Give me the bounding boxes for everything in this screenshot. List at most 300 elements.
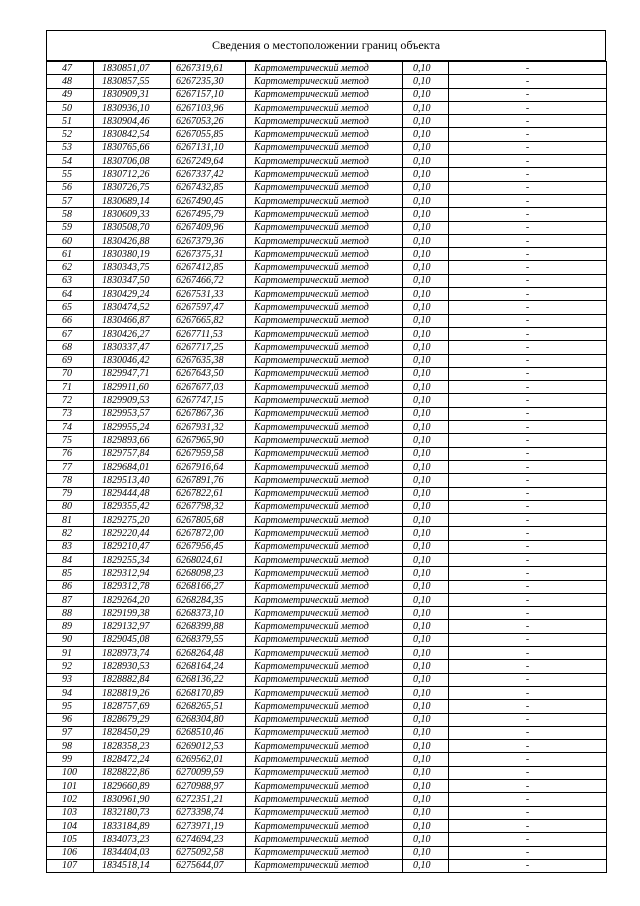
table-row — [47, 181, 607, 194]
coord-x-cell: 1829045,08 — [94, 633, 171, 646]
method-cell: Картометрический метод — [246, 819, 403, 832]
point-number-cell: 100 — [47, 766, 94, 779]
coord-x-cell: 1829757,84 — [94, 447, 171, 460]
method-cell: Картометрический метод — [246, 208, 403, 221]
method-cell: Картометрический метод — [246, 806, 403, 819]
description-cell: - — [449, 88, 607, 101]
method-cell: Картометрический метод — [246, 593, 403, 606]
table-body — [47, 62, 607, 873]
accuracy-cell: 0,10 — [403, 381, 449, 394]
coord-y-cell: 6267747,15 — [171, 394, 246, 407]
point-number-cell: 53 — [47, 141, 94, 154]
description-cell: - — [449, 859, 607, 872]
accuracy-cell: 0,10 — [403, 327, 449, 340]
accuracy-cell: 0,10 — [403, 540, 449, 553]
coord-x-cell: 1830609,33 — [94, 208, 171, 221]
table-row — [47, 75, 607, 88]
coord-y-cell: 6267916,64 — [171, 460, 246, 473]
point-number-cell: 74 — [47, 421, 94, 434]
coord-x-cell: 1829255,34 — [94, 553, 171, 566]
point-number-cell: 85 — [47, 567, 94, 580]
point-number-cell: 104 — [47, 819, 94, 832]
point-number-cell: 88 — [47, 607, 94, 620]
coord-x-cell: 1830961,90 — [94, 793, 171, 806]
description-cell: - — [449, 75, 607, 88]
accuracy-cell: 0,10 — [403, 314, 449, 327]
table-row — [47, 686, 607, 699]
method-cell: Картометрический метод — [246, 487, 403, 500]
coord-x-cell: 1830466,87 — [94, 314, 171, 327]
point-number-cell: 78 — [47, 474, 94, 487]
accuracy-cell: 0,10 — [403, 819, 449, 832]
description-cell: - — [449, 168, 607, 181]
accuracy-cell: 0,10 — [403, 341, 449, 354]
description-cell: - — [449, 540, 607, 553]
accuracy-cell: 0,10 — [403, 421, 449, 434]
method-cell: Картометрический метод — [246, 686, 403, 699]
point-number-cell: 70 — [47, 367, 94, 380]
accuracy-cell: 0,10 — [403, 394, 449, 407]
coord-x-cell: 1829275,20 — [94, 514, 171, 527]
description-cell: - — [449, 421, 607, 434]
coord-x-cell: 1829660,89 — [94, 780, 171, 793]
coord-x-cell: 1834073,23 — [94, 833, 171, 846]
coord-y-cell: 6267055,85 — [171, 128, 246, 141]
coord-x-cell: 1829210,47 — [94, 540, 171, 553]
accuracy-cell: 0,10 — [403, 128, 449, 141]
table-row — [47, 381, 607, 394]
table-row — [47, 194, 607, 207]
point-number-cell: 65 — [47, 301, 94, 314]
coord-y-cell: 6267053,26 — [171, 115, 246, 128]
description-cell: - — [449, 341, 607, 354]
method-cell: Картометрический метод — [246, 500, 403, 513]
coord-y-cell: 6267466,72 — [171, 274, 246, 287]
coord-x-cell: 1829220,44 — [94, 527, 171, 540]
coord-y-cell: 6270099,59 — [171, 766, 246, 779]
coord-y-cell: 6267490,45 — [171, 194, 246, 207]
method-cell: Картометрический метод — [246, 115, 403, 128]
accuracy-cell: 0,10 — [403, 766, 449, 779]
description-cell: - — [449, 487, 607, 500]
table-row — [47, 62, 607, 75]
table-row — [47, 115, 607, 128]
coord-y-cell: 6268379,55 — [171, 633, 246, 646]
point-number-cell: 96 — [47, 713, 94, 726]
table-row — [47, 593, 607, 606]
coord-y-cell: 6268170,89 — [171, 686, 246, 699]
coord-x-cell: 1828358,23 — [94, 740, 171, 753]
coord-y-cell: 6269562,01 — [171, 753, 246, 766]
description-cell: - — [449, 62, 607, 75]
coord-x-cell: 1828472,24 — [94, 753, 171, 766]
method-cell: Картометрический метод — [246, 354, 403, 367]
accuracy-cell: 0,10 — [403, 647, 449, 660]
coord-y-cell: 6268164,24 — [171, 660, 246, 673]
description-cell: - — [449, 527, 607, 540]
coord-y-cell: 6269012,53 — [171, 740, 246, 753]
coord-x-cell: 1830857,55 — [94, 75, 171, 88]
accuracy-cell: 0,10 — [403, 780, 449, 793]
point-number-cell: 102 — [47, 793, 94, 806]
point-number-cell: 57 — [47, 194, 94, 207]
description-cell: - — [449, 155, 607, 168]
description-cell: - — [449, 234, 607, 247]
method-cell: Картометрический метод — [246, 394, 403, 407]
table-row — [47, 766, 607, 779]
description-cell: - — [449, 780, 607, 793]
coord-y-cell: 6268304,80 — [171, 713, 246, 726]
point-number-cell: 55 — [47, 168, 94, 181]
table-row — [47, 274, 607, 287]
coord-x-cell: 1830909,31 — [94, 88, 171, 101]
table-row — [47, 208, 607, 221]
description-cell: - — [449, 553, 607, 566]
accuracy-cell: 0,10 — [403, 686, 449, 699]
method-cell: Картометрический метод — [246, 567, 403, 580]
point-number-cell: 71 — [47, 381, 94, 394]
table-row — [47, 367, 607, 380]
description-cell: - — [449, 194, 607, 207]
table-row — [47, 101, 607, 114]
method-cell: Картометрический метод — [246, 168, 403, 181]
table-row — [47, 407, 607, 420]
document-sheet — [46, 30, 606, 873]
accuracy-cell: 0,10 — [403, 514, 449, 527]
accuracy-cell: 0,10 — [403, 208, 449, 221]
coord-x-cell: 1829355,42 — [94, 500, 171, 513]
accuracy-cell: 0,10 — [403, 713, 449, 726]
table-row — [47, 234, 607, 247]
coord-x-cell: 1830936,10 — [94, 101, 171, 114]
method-cell: Картометрический метод — [246, 713, 403, 726]
description-cell: - — [449, 753, 607, 766]
point-number-cell: 49 — [47, 88, 94, 101]
table-row — [47, 846, 607, 859]
coord-y-cell: 6267379,36 — [171, 234, 246, 247]
point-number-cell: 52 — [47, 128, 94, 141]
coord-y-cell: 6267891,76 — [171, 474, 246, 487]
point-number-cell: 101 — [47, 780, 94, 793]
description-cell: - — [449, 128, 607, 141]
method-cell: Картометрический метод — [246, 221, 403, 234]
method-cell: Картометрический метод — [246, 314, 403, 327]
method-cell: Картометрический метод — [246, 740, 403, 753]
coord-x-cell: 1834404,03 — [94, 846, 171, 859]
description-cell: - — [449, 806, 607, 819]
accuracy-cell: 0,10 — [403, 141, 449, 154]
method-cell: Картометрический метод — [246, 75, 403, 88]
description-cell: - — [449, 500, 607, 513]
accuracy-cell: 0,10 — [403, 301, 449, 314]
coord-y-cell: 6267131,10 — [171, 141, 246, 154]
coord-y-cell: 6267249,64 — [171, 155, 246, 168]
coord-y-cell: 6267677,03 — [171, 381, 246, 394]
method-cell: Картометрический метод — [246, 434, 403, 447]
description-cell: - — [449, 208, 607, 221]
accuracy-cell: 0,10 — [403, 447, 449, 460]
method-cell: Картометрический метод — [246, 474, 403, 487]
table-row — [47, 607, 607, 620]
description-cell: - — [449, 673, 607, 686]
coord-y-cell: 6267157,10 — [171, 88, 246, 101]
table-row — [47, 580, 607, 593]
accuracy-cell: 0,10 — [403, 434, 449, 447]
point-number-cell: 56 — [47, 181, 94, 194]
table-row — [47, 447, 607, 460]
point-number-cell: 75 — [47, 434, 94, 447]
method-cell: Картометрический метод — [246, 301, 403, 314]
table-row — [47, 753, 607, 766]
method-cell: Картометрический метод — [246, 62, 403, 75]
accuracy-cell: 0,10 — [403, 793, 449, 806]
method-cell: Картометрический метод — [246, 647, 403, 660]
coord-y-cell: 6267798,32 — [171, 500, 246, 513]
table-row — [47, 819, 607, 832]
table-row — [47, 726, 607, 739]
method-cell: Картометрический метод — [246, 540, 403, 553]
method-cell: Картометрический метод — [246, 660, 403, 673]
coord-x-cell: 1830712,26 — [94, 168, 171, 181]
coord-y-cell: 6268264,48 — [171, 647, 246, 660]
accuracy-cell: 0,10 — [403, 234, 449, 247]
description-cell: - — [449, 633, 607, 646]
accuracy-cell: 0,10 — [403, 248, 449, 261]
description-cell: - — [449, 700, 607, 713]
coord-x-cell: 1829947,71 — [94, 367, 171, 380]
point-number-cell: 79 — [47, 487, 94, 500]
method-cell: Картометрический метод — [246, 194, 403, 207]
coord-x-cell: 1829911,60 — [94, 381, 171, 394]
table-row — [47, 341, 607, 354]
coord-y-cell: 6267319,61 — [171, 62, 246, 75]
method-cell: Картометрический метод — [246, 780, 403, 793]
table-row — [47, 700, 607, 713]
method-cell: Картометрический метод — [246, 248, 403, 261]
method-cell: Картометрический метод — [246, 381, 403, 394]
accuracy-cell: 0,10 — [403, 460, 449, 473]
coord-x-cell: 1829199,38 — [94, 607, 171, 620]
coord-x-cell: 1830380,19 — [94, 248, 171, 261]
method-cell: Картометрический метод — [246, 753, 403, 766]
description-cell: - — [449, 846, 607, 859]
table-row — [47, 314, 607, 327]
coord-y-cell: 6267931,32 — [171, 421, 246, 434]
point-number-cell: 48 — [47, 75, 94, 88]
coord-y-cell: 6268399,88 — [171, 620, 246, 633]
point-number-cell: 50 — [47, 101, 94, 114]
coord-x-cell: 1829513,40 — [94, 474, 171, 487]
table-row — [47, 859, 607, 872]
accuracy-cell: 0,10 — [403, 354, 449, 367]
point-number-cell: 97 — [47, 726, 94, 739]
description-cell: - — [449, 793, 607, 806]
coord-x-cell: 1832180,73 — [94, 806, 171, 819]
table-row — [47, 487, 607, 500]
point-number-cell: 90 — [47, 633, 94, 646]
coord-x-cell: 1829312,94 — [94, 567, 171, 580]
method-cell: Картометрический метод — [246, 327, 403, 340]
table-row — [47, 221, 607, 234]
coord-y-cell: 6267717,25 — [171, 341, 246, 354]
method-cell: Картометрический метод — [246, 155, 403, 168]
coord-y-cell: 6267432,85 — [171, 181, 246, 194]
table-row — [47, 394, 607, 407]
method-cell: Картометрический метод — [246, 407, 403, 420]
accuracy-cell: 0,10 — [403, 846, 449, 859]
coord-x-cell: 1829684,01 — [94, 460, 171, 473]
description-cell: - — [449, 434, 607, 447]
point-number-cell: 67 — [47, 327, 94, 340]
table-row — [47, 620, 607, 633]
coord-y-cell: 6267235,30 — [171, 75, 246, 88]
coord-x-cell: 1834518,14 — [94, 859, 171, 872]
coord-y-cell: 6267531,33 — [171, 288, 246, 301]
description-cell: - — [449, 766, 607, 779]
table-row — [47, 660, 607, 673]
point-number-cell: 94 — [47, 686, 94, 699]
point-number-cell: 99 — [47, 753, 94, 766]
coord-y-cell: 6267643,50 — [171, 367, 246, 380]
coord-y-cell: 6267959,58 — [171, 447, 246, 460]
accuracy-cell: 0,10 — [403, 500, 449, 513]
description-cell: - — [449, 354, 607, 367]
table-row — [47, 740, 607, 753]
coord-y-cell: 6268284,35 — [171, 593, 246, 606]
point-number-cell: 92 — [47, 660, 94, 673]
coord-x-cell: 1830842,54 — [94, 128, 171, 141]
point-number-cell: 66 — [47, 314, 94, 327]
coord-x-cell: 1833184,89 — [94, 819, 171, 832]
point-number-cell: 76 — [47, 447, 94, 460]
point-number-cell: 61 — [47, 248, 94, 261]
method-cell: Картометрический метод — [246, 607, 403, 620]
table-row — [47, 553, 607, 566]
point-number-cell: 58 — [47, 208, 94, 221]
table-row — [47, 780, 607, 793]
accuracy-cell: 0,10 — [403, 274, 449, 287]
description-cell: - — [449, 314, 607, 327]
description-cell: - — [449, 607, 607, 620]
description-cell: - — [449, 593, 607, 606]
coord-y-cell: 6267965,90 — [171, 434, 246, 447]
coord-y-cell: 6270988,97 — [171, 780, 246, 793]
table-row — [47, 806, 607, 819]
boundary-points-table — [46, 61, 607, 873]
description-cell: - — [449, 381, 607, 394]
method-cell: Картометрический метод — [246, 633, 403, 646]
coord-y-cell: 6267375,31 — [171, 248, 246, 261]
description-cell: - — [449, 101, 607, 114]
table-row — [47, 474, 607, 487]
point-number-cell: 63 — [47, 274, 94, 287]
method-cell: Картометрический метод — [246, 447, 403, 460]
point-number-cell: 84 — [47, 553, 94, 566]
coord-x-cell: 1829953,57 — [94, 407, 171, 420]
table-row — [47, 713, 607, 726]
description-cell: - — [449, 261, 607, 274]
coord-x-cell: 1828757,69 — [94, 700, 171, 713]
point-number-cell: 86 — [47, 580, 94, 593]
coord-y-cell: 6272351,21 — [171, 793, 246, 806]
table-row — [47, 128, 607, 141]
description-cell: - — [449, 474, 607, 487]
method-cell: Картометрический метод — [246, 514, 403, 527]
coord-y-cell: 6268024,61 — [171, 553, 246, 566]
coord-x-cell: 1829444,48 — [94, 487, 171, 500]
description-cell: - — [449, 301, 607, 314]
coord-x-cell: 1829264,20 — [94, 593, 171, 606]
table-row — [47, 514, 607, 527]
coord-x-cell: 1830426,88 — [94, 234, 171, 247]
method-cell: Картометрический метод — [246, 673, 403, 686]
coord-y-cell: 6267867,36 — [171, 407, 246, 420]
table-row — [47, 354, 607, 367]
method-cell: Картометрический метод — [246, 726, 403, 739]
method-cell: Картометрический метод — [246, 460, 403, 473]
accuracy-cell: 0,10 — [403, 700, 449, 713]
method-cell: Картометрический метод — [246, 793, 403, 806]
accuracy-cell: 0,10 — [403, 88, 449, 101]
description-cell: - — [449, 647, 607, 660]
description-cell: - — [449, 248, 607, 261]
table-row — [47, 434, 607, 447]
table-row — [47, 288, 607, 301]
table-row — [47, 88, 607, 101]
description-cell: - — [449, 580, 607, 593]
accuracy-cell: 0,10 — [403, 62, 449, 75]
coord-x-cell: 1828882,84 — [94, 673, 171, 686]
point-number-cell: 83 — [47, 540, 94, 553]
table-row — [47, 261, 607, 274]
coord-y-cell: 6267822,61 — [171, 487, 246, 500]
accuracy-cell: 0,10 — [403, 593, 449, 606]
coord-x-cell: 1829312,78 — [94, 580, 171, 593]
point-number-cell: 72 — [47, 394, 94, 407]
coord-y-cell: 6267103,96 — [171, 101, 246, 114]
accuracy-cell: 0,10 — [403, 407, 449, 420]
point-number-cell: 60 — [47, 234, 94, 247]
coord-y-cell: 6275644,07 — [171, 859, 246, 872]
table-title: Сведения о местоположении границ объекта — [46, 30, 606, 61]
description-cell: - — [449, 141, 607, 154]
accuracy-cell: 0,10 — [403, 806, 449, 819]
description-cell: - — [449, 181, 607, 194]
point-number-cell: 73 — [47, 407, 94, 420]
coord-y-cell: 6267805,68 — [171, 514, 246, 527]
table-row — [47, 460, 607, 473]
method-cell: Картометрический метод — [246, 367, 403, 380]
coord-x-cell: 1830426,27 — [94, 327, 171, 340]
accuracy-cell: 0,10 — [403, 607, 449, 620]
coord-y-cell: 6268265,51 — [171, 700, 246, 713]
table-row — [47, 527, 607, 540]
coord-x-cell: 1830474,52 — [94, 301, 171, 314]
accuracy-cell: 0,10 — [403, 474, 449, 487]
method-cell: Картометрический метод — [246, 766, 403, 779]
description-cell: - — [449, 460, 607, 473]
point-number-cell: 54 — [47, 155, 94, 168]
method-cell: Картометрический метод — [246, 859, 403, 872]
coord-y-cell: 6267872,00 — [171, 527, 246, 540]
coord-x-cell: 1830429,24 — [94, 288, 171, 301]
coord-x-cell: 1829955,24 — [94, 421, 171, 434]
coord-y-cell: 6267956,45 — [171, 540, 246, 553]
point-number-cell: 80 — [47, 500, 94, 513]
coord-x-cell: 1828930,53 — [94, 660, 171, 673]
coord-y-cell: 6274694,23 — [171, 833, 246, 846]
method-cell: Картометрический метод — [246, 833, 403, 846]
